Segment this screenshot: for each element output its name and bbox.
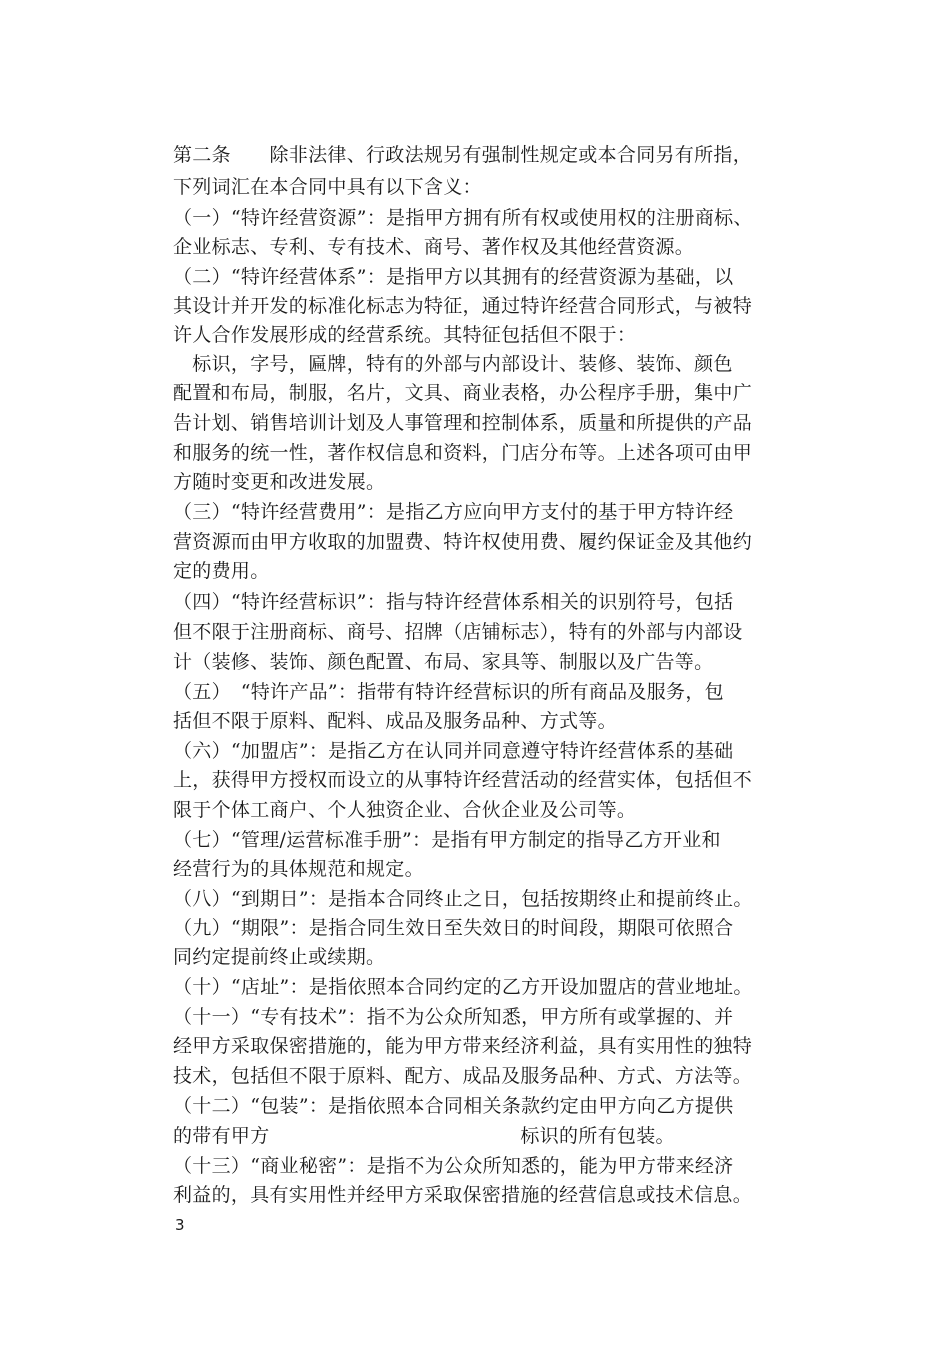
text-line: （十一）“专有技术”：指不为公众所知悉，甲方所有或掌握的、并 <box>173 1006 734 1028</box>
text-line: 技术，包括但不限于原料、配方、成品及服务品种、方式、方法等。 <box>173 1065 753 1087</box>
text-line: 经营行为的具体规范和规定。 <box>173 858 424 880</box>
text-line: （七）“管理/运营标准手册”：是指有甲方制定的指导乙方开业和 <box>173 829 721 851</box>
text-line: （十三）“商业秘密”：是指不为公众所知悉的，能为甲方带来经济 <box>173 1155 734 1177</box>
text-line: （一）“特许经营资源”：是指甲方拥有所有权或使用权的注册商标、 <box>173 207 753 229</box>
text-line: 经甲方采取保密措施的，能为甲方带来经济利益，具有实用性的独特 <box>173 1035 753 1057</box>
text-line: 第二条 除非法律、行政法规另有强制性规定或本合同另有所指， <box>173 144 753 166</box>
text-line: （三）“特许经营费用”：是指乙方应向甲方支付的基于甲方特许经 <box>173 501 734 523</box>
text-line: 和服务的统一性，著作权信息和资料，门店分布等。上述各项可由甲 <box>173 442 753 464</box>
text-line: 营资源而由甲方收取的加盟费、特许权使用费、履约保证金及其他约 <box>173 531 753 553</box>
text-line: 定的费用。 <box>173 560 270 582</box>
text-line: 方随时变更和改进发展。 <box>173 471 386 493</box>
text-line: 告计划、销售培训计划及人事管理和控制体系，质量和所提供的产品 <box>173 412 753 434</box>
text-line: （四）“特许经营标识”：指与特许经营体系相关的识别符号，包括 <box>173 591 734 613</box>
text-line: 的带有甲方 标识的所有包装。 <box>173 1125 675 1147</box>
text-line: 括但不限于原料、配料、成品及服务品种、方式等。 <box>173 710 617 732</box>
text-line: 但不限于注册商标、商号、招牌（店铺标志），特有的外部与内部设 <box>173 621 743 643</box>
text-line: 计（装修、装饰、颜色配置、布局、家具等、制服以及广告等。 <box>173 651 714 673</box>
text-line: 同约定提前终止或续期。 <box>173 946 386 968</box>
text-line: （六）“加盟店”：是指乙方在认同并同意遵守特许经营体系的基础 <box>173 740 734 762</box>
text-line: 企业标志、专利、专有技术、商号、著作权及其他经营资源。 <box>173 236 695 258</box>
text-line: （八）“到期日”：是指本合同终止之日，包括按期终止和提前终止。 <box>173 888 753 910</box>
text-line: （二）“特许经营体系”：是指甲方以其拥有的经营资源为基础，以 <box>173 266 734 288</box>
text-line: 标识，字号，匾牌，特有的外部与内部设计、装修、装饰、颜色 <box>173 353 733 375</box>
text-line: 其设计并开发的标准化标志为特征，通过特许经营合同形式，与被特 <box>173 295 753 317</box>
text-line: （五） “特许产品”：指带有特许经营标识的所有商品及服务，包 <box>173 681 724 703</box>
text-line: （十）“店址”：是指依照本合同约定的乙方开设加盟店的营业地址。 <box>173 976 753 998</box>
text-line: （九）“期限”：是指合同生效日至失效日的时间段，期限可依照合 <box>173 917 734 939</box>
text-line: 上，获得甲方授权而设立的从事特许经营活动的经营实体，包括但不 <box>173 769 753 791</box>
text-line: 利益的，具有实用性并经甲方采取保密措施的经营信息或技术信息。 <box>173 1184 753 1206</box>
text-line: 限于个体工商户、个人独资企业、合伙企业及公司等。 <box>173 799 637 821</box>
text-line: 许人合作发展形成的经营系统。其特征包括但不限于： <box>173 324 637 346</box>
text-line: 下列词汇在本合同中具有以下含义： <box>173 176 482 198</box>
page-number: 3 <box>175 1216 185 1234</box>
text-line: 配置和布局，制服，名片，文具、商业表格，办公程序手册，集中广 <box>173 382 753 404</box>
text-line: （十二）“包装”：是指依照本合同相关条款约定由甲方向乙方提供 <box>173 1095 734 1117</box>
